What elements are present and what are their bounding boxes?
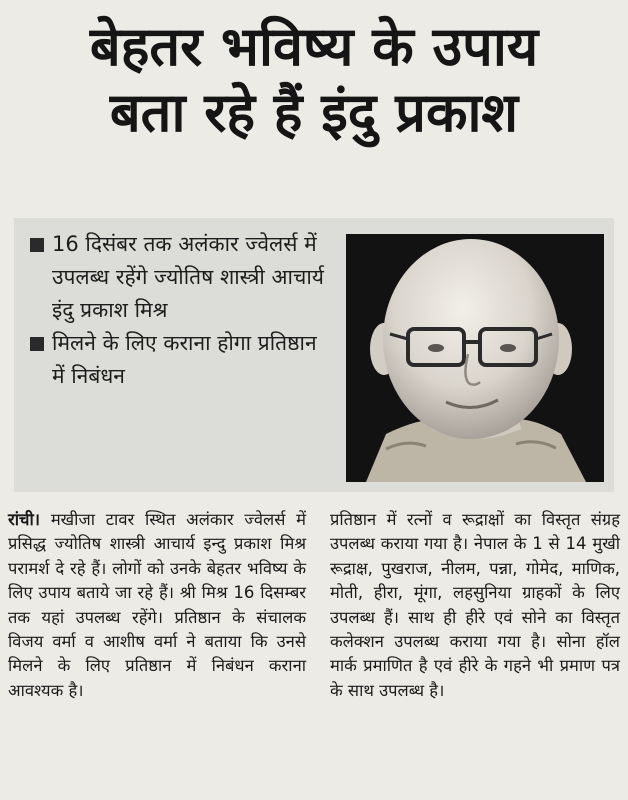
square-bullet-icon [30, 337, 44, 351]
headline-line-2: बता रहे हैं इंदु प्रकाश [109, 81, 519, 144]
portrait-photo-icon [346, 234, 604, 482]
highlight-bullets [30, 228, 330, 393]
portrait-illustration [346, 234, 604, 482]
article-text-right: प्रतिष्ठान में रत्नों व रूद्राक्षों का विस्तृत संग्रह उपलब्ध कराया गया है। नेपाल के 1 से 14 मुखी रूद्राक्ष, पुखराज, नीलम, पन्ना, गोमेद, माणिक, मोती, हीरा, मूंगा, लहसुनिया ग्राहकों के लिए उपलब्ध हैं। साथ ही हीरे एवं सोने का विस्तृत कलेक्शन उपलब्ध कराया गया है। सोना हॉल मार्क प्रमाणित है एवं हीरे के गहने भी प्रमाण पत्र के साथ उपलब्ध है। [330, 510, 620, 700]
article-text-left: मखीजा टावर स्थित अलंकार ज्वेलर्स में प्रसिद्ध ज्योतिष शास्त्री आचार्य इन्दु प्रकाश मिश्र परामर्श दे रहे हैं। लोगों को उनके बेहतर भविष्य के लिए उपाय बताये जा रहे हैं। श्री मिश्र 16 दिसम्बर तक यहां उपलब्ध रहेंगे। प्रतिष्ठान के संचालक विजय वर्मा व आशीष वर्मा ने बताया कि उनसे मिलने के लिए प्रतिष्ठान में निबंधन कराना आवश्यक है। [8, 510, 306, 700]
headline-line-1: बेहतर भविष्य के उपाय [89, 15, 539, 78]
article-column-right [330, 508, 620, 703]
highlight-text-2: मिलने के लिए कराना होगा प्रतिष्ठान में निबंधन [52, 331, 317, 388]
square-bullet-icon [30, 238, 44, 252]
highlight-bullet-2 [30, 327, 330, 393]
dateline: रांची। [8, 510, 41, 529]
article-column-left [8, 508, 306, 703]
highlight-text-1: 16 दिसंबर तक अलंकार ज्वेलर्स में उपलब्ध रहेंगे ज्योतिष शास्त्री आचार्य इंदु प्रकाश मिश्र [52, 232, 324, 322]
highlight-bullet-1 [30, 228, 330, 327]
headline [0, 14, 628, 146]
